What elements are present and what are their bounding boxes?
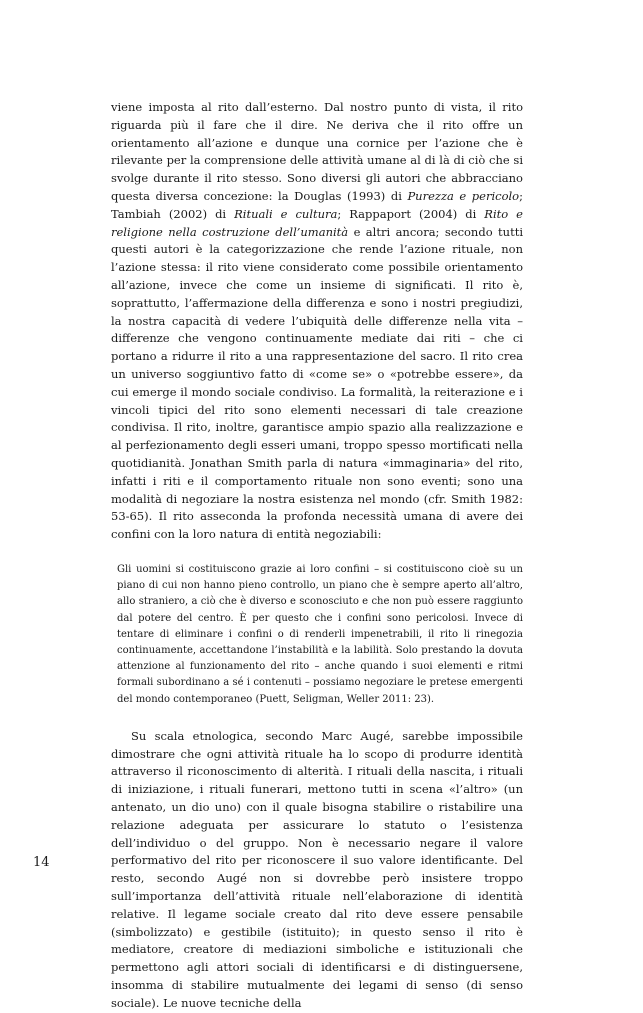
paragraph-1-text-a: viene imposta al rito dall’esterno. Dal nostro punto di vista, il rito riguarda più il fare che il dire. Ne deriva che il rito offre un orientamento all’azione e dunque una cornice per l’azione che è rilevante per la comprensione delle attività umane al di là di ciò che si svolge durante il rito stesso. Sono diversi gli autori che abbracciano questa diversa concezione: la Douglas (1993) di	[111, 100, 523, 203]
page-number: 14	[33, 855, 50, 870]
paragraph-1-text-c: ; Rappaport (2004) di	[337, 206, 485, 221]
paragraph-1-text-d: e altri ancora; secondo tutti questi autori è la categorizzazione che rende l’azione rituale, non l’azione stessa: il rito viene considerato come possibile orientamento all’azione, invece che come un insieme di significati. Il rito è, soprattutto, l’affermazione della differenza e sono i nostri pregiudizi, la nostra capacità di vedere l’ubiquità delle differenze nella vita – differenze che vengono continuamente mediate dai riti – che ci portano a ridurre il rito a una rappresentazione del sacro. Il rito crea un universo soggiuntivo fatto di «come se» o «potrebbe essere», da cui emerge il mondo sociale condiviso. La formalità, la reiterazione e i vincoli tipici del rito sono elementi necessari di tale creazione condivisa. Il rito, inoltre, garantisce ampio spazio alla realizzazione e al perfezionamento degli esseri umani, troppo spesso mortificati nella quotidianità. Jonathan Smith parla di natura «immaginaria» del rito, infatti i riti e il comportamento rituale non sono eventi; sono una modalità di negoziare la nostra esistenza nel mondo (cfr. Smith 1982: 53-65). Il rito asseconda la profonda necessità umana di avere dei confini con la loro natura di entità negoziabili:	[111, 224, 524, 542]
title-rito-e-religione: Rito e religione nella costruzione dell’umanità	[111, 206, 523, 239]
page-body	[111, 99, 523, 1013]
block-quote: Gli uomini si costituiscono grazie ai loro confini – si costituiscono cioè su un piano di cui non hanno pieno controllo, un piano che è sempre aperto all’altro, allo straniero, a ciò che è diverso e sconosciuto e che non può essere raggiunto dal potere del centro. È per questo che i confini sono pericolosi. Invece di tentare di eliminare i confini o di renderli impenetrabili, il rito li rinegozia continuamente, accettandone l’instabilità e la labilità. Solo prestando la dovuta attenzione al funzionamento del rito – anche quando i suoi elementi e ritmi formali subordinano a sé i contenuti – possiamo negoziare le pretese emergenti del mondo contemporaneo (Puett, Seligman, Weller 2011: 23).	[117, 563, 523, 705]
title-rituali-e-cultura: Rituali e cultura	[234, 206, 338, 221]
paragraph-2: Su scala etnologica, secondo Marc Augé, sarebbe impossibile dimostrare che ogni attività rituale ha lo scopo di produrre identità attraverso il riconoscimento di alterità. I rituali della nascita, i rituali di iniziazione, i rituali funerari, mettono tutti in scena «l’altro» (un antenato, un dio uno) con il quale bisogna stabilire o ristabilire una relazione adeguata per assicurare lo statuto o l’esistenza dell’individuo o del gruppo. Non è necessario negare il valore performativo del rito per riconoscere il suo valore identificante. Del resto, secondo Augé non si dovrebbe però insistere troppo sull’importanza dell’attività rituale nell’elaborazione di identità relative. Il legame sociale creato dal rito deve essere pensabile (simbolizzato) e gestibile (istituito); in questo senso il rito è mediatore, creatore di mediazioni simboliche e istituzionali che permettono agli attori sociali di identificarsi e di distinguersene, insomma di stabilire mutualmente dei legami di senso (di senso sociale). Le nuove tecniche della	[111, 728, 523, 1010]
paragraph-1	[111, 99, 523, 544]
paragraph-1-text-b: ; Tambiah (2002) di	[111, 188, 523, 221]
title-purezza-e-pericolo: Purezza e pericolo	[407, 188, 520, 203]
